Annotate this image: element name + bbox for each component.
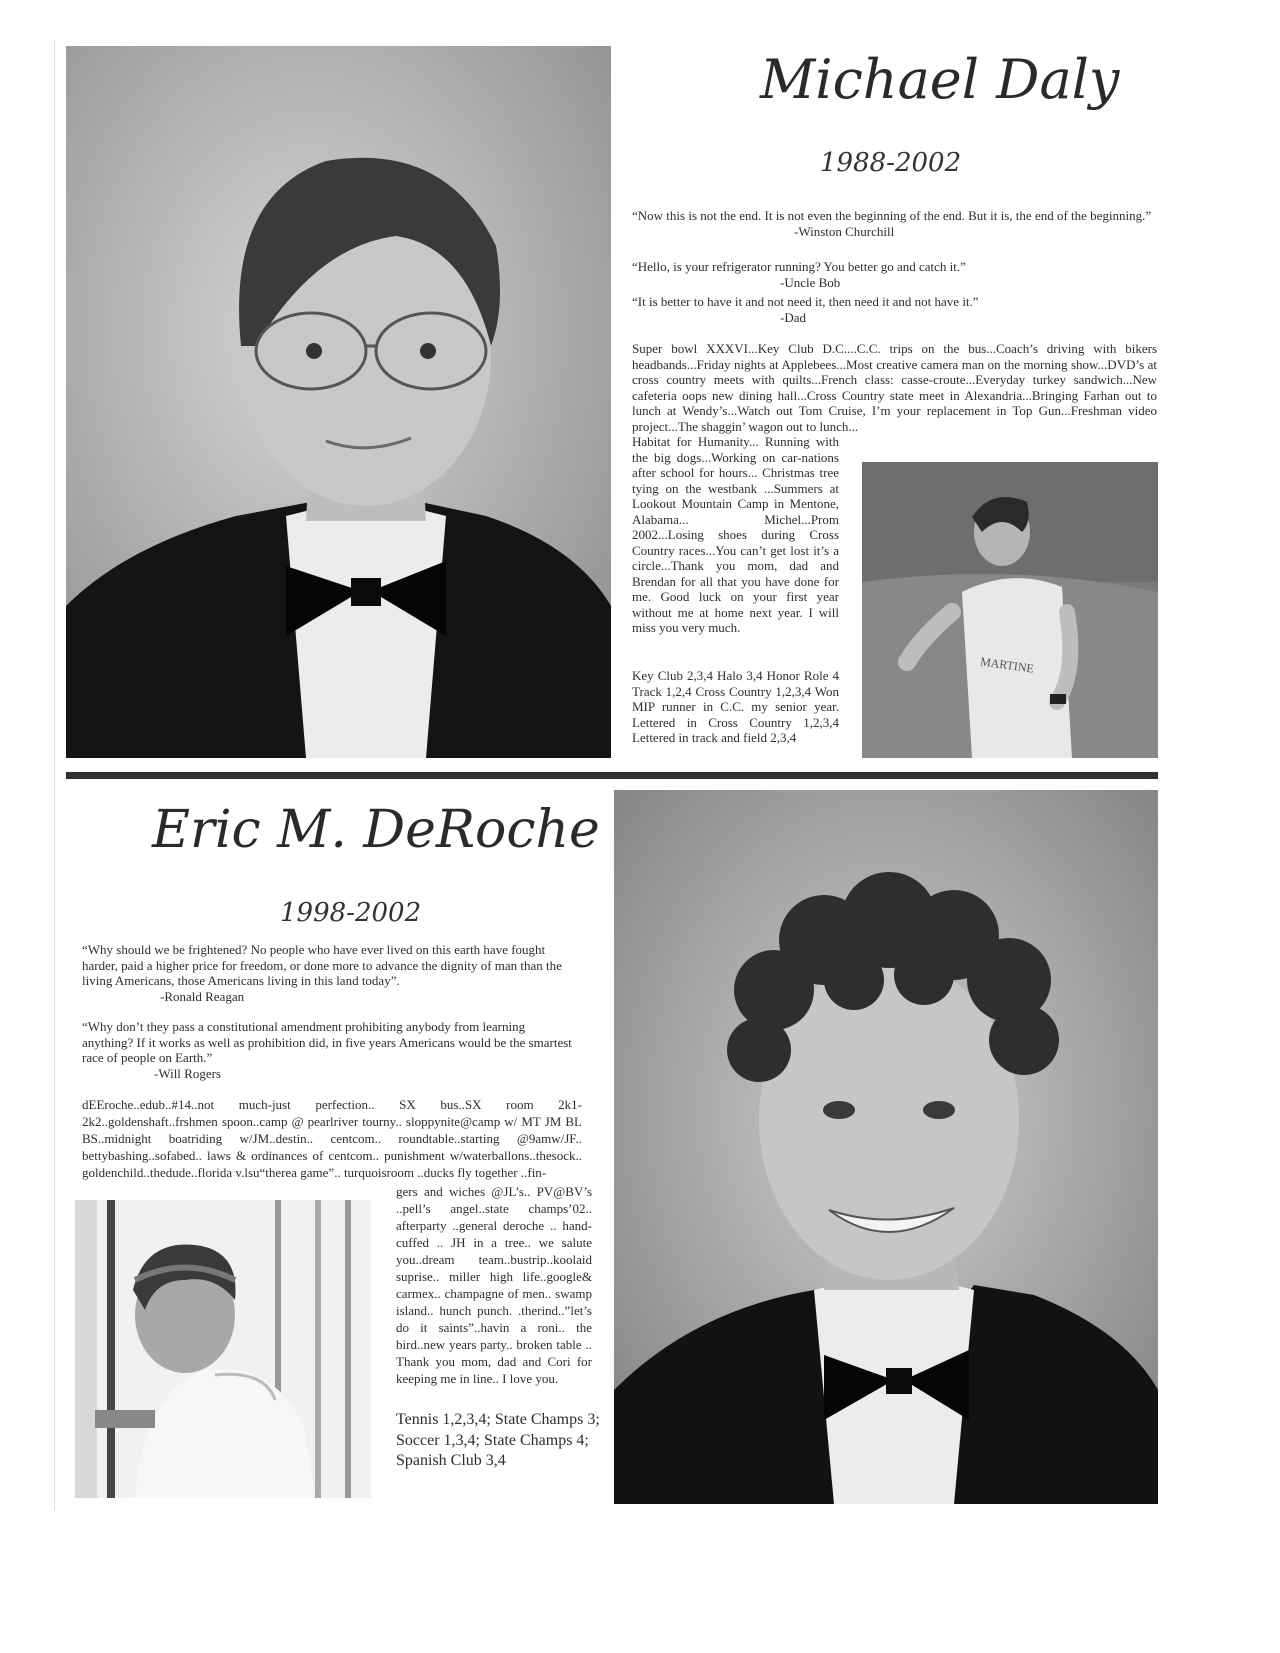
eric-years: 1998-2002 — [280, 898, 422, 928]
michael-years: 1988-2002 — [820, 148, 962, 178]
michael-quote-1 — [632, 208, 1157, 239]
quote-attribution: -Will Rogers — [154, 1065, 221, 1081]
michael-memories-narrow: Habitat for Humanity... Running with the big dogs...Working on car-nations after school for hours... Christmas tree tying on the westbank ...Summers at Lookout Mountain Camp in Mentone, Alabama... Michel...Prom 2002...Losing shoes during Cross Country races...You can’t get lost it’s a circle...Thank you mom, dad and Brendan for all that you have done for me. Good luck on your first year without me at home next year. I will miss you very much. — [632, 434, 839, 635]
eric-activities: Tennis 1,2,3,4; State Champs 3; Soccer 1,3,4; State Champs 4; Spanish Club 3,4 — [396, 1411, 600, 1469]
quote-text: “Why should we be frightened? No people who have ever lived on this earth have fought harder, paid a higher price for freedom, or done more to advance the dignity of man than the living Americans, those Americans living in this land today”. — [82, 942, 562, 988]
eric-memories-narrow: gers and wiches @JL’s.. PV@BV’s ..pell’s angel..state champs’02.. afterparty ..general deroche .. hand-cuffed .. JH in a tree.. we salute you..dream team..bustrip..koolaid suprise.. miller high life..google& carmex.. champagne of men.. swamp island.. hunch punch. .therind..”let’s do it saints”..havin a roni.. the bird..new years party.. broken table .. Thank you mom, dad and Cori for keeping me in line.. I love you. — [396, 1184, 592, 1386]
michael-activities: Key Club 2,3,4 Halo 3,4 Honor Role 4 Track 1,2,4 Cross Country 1,2,3,4 Won MIP runner in C.C. my senior year. Lettered in Cross Country 1,2,3,4 Lettered in track and field 2,3,4 — [632, 668, 839, 745]
michael-portrait-photo — [66, 46, 611, 758]
eric-portrait-photo — [614, 790, 1158, 1504]
michael-name: Michael Daly — [760, 48, 1120, 111]
quote-text: “Why don’t they pass a constitutional amendment prohibiting anybody from learning anything? If it works as well as prohibition did, in five years Americans would be the smartest race of people on Earth.” — [82, 1019, 572, 1065]
quote-attribution: -Dad — [780, 309, 806, 325]
eric-memories-full: dEEroche..edub..#14..not much-just perfection.. SX bus..SX room 2k1-2k2..goldenshaft..frshmen spoon..camp @ pearlriver tourny.. sloppynite@camp w/ MT JM BL BS..midnight boatriding w/JM..destin.. centcom.. roundtable..starting @9amw/JF.. bettybashing..sofabed.. laws & ordinances of centcom.. punishment w/waterballons..thesock.. goldenchild..thedude..florida v.lsu“therea game”.. turquoisroom ..ducks fly together ..fin- — [82, 1097, 582, 1180]
quote-attribution: -Winston Churchill — [794, 223, 895, 239]
eric-quote-1 — [82, 942, 572, 1004]
quote-attribution: -Uncle Bob — [780, 274, 841, 290]
michael-quote-3 — [632, 294, 1157, 325]
eric-crown-photo — [75, 1200, 371, 1498]
eric-quote-2 — [82, 1019, 572, 1081]
quote-text: “It is better to have it and not need it, then need it and not have it.” — [632, 294, 979, 309]
eric-name: Eric M. DeRoche — [152, 800, 600, 860]
quote-attribution: -Ronald Reagan — [160, 988, 245, 1004]
quote-text: “Hello, is your refrigerator running? You better go and catch it.” — [632, 259, 966, 274]
page-edge-rule — [54, 40, 55, 1510]
quote-text: “Now this is not the end. It is not even the beginning of the end. But it is, the end of the beginning.” — [632, 208, 1152, 223]
michael-running-photo — [862, 462, 1158, 758]
jersey-text: MARTINE — [979, 654, 1035, 676]
michael-memories-full: Super bowl XXXVI...Key Club D.C....C.C. trips on the bus...Coach’s driving with bikers headbands...Friday nights at Applebees...Most creative camera man on the morning show...DVD’s at cross country meets with quilts...French class: casse-croute...Everyday turkey sandwich...New cafeteria oops new dining hall...Cross Country state meet in Alexandria...Bringing Farhan out to lunch at Wendy’s...Watch out Tom Cruise, I’m your replacement in Top Gun...Freshman video project...The shaggin’ wagon out to lunch... — [632, 341, 1157, 434]
section-divider — [66, 772, 1158, 779]
michael-quote-2 — [632, 259, 1157, 290]
